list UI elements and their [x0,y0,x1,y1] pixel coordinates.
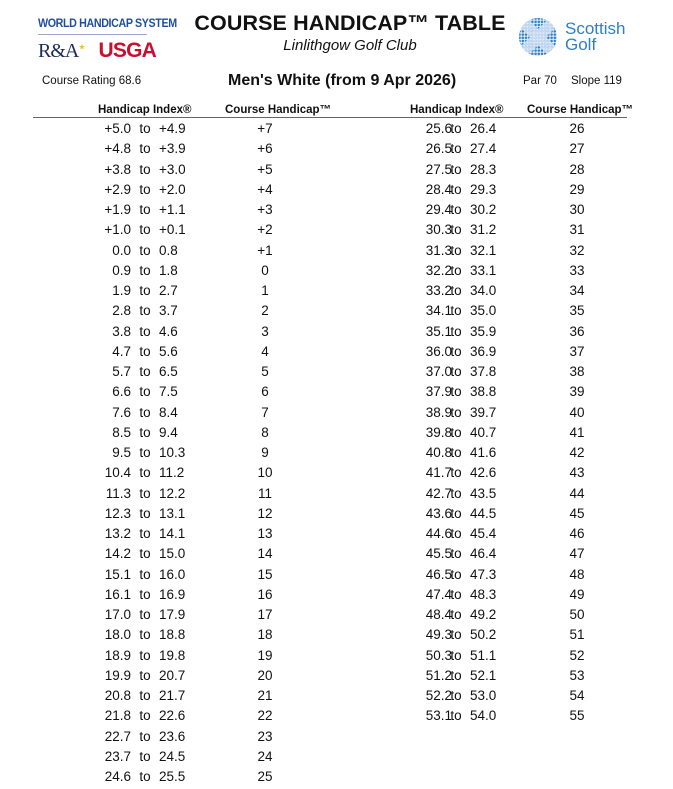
par: Par 70 [523,75,557,87]
course-handicap: 14 [257,546,273,562]
index-to: 7.5 [159,384,178,400]
index-from: +5.0 [104,121,131,136]
course-handicap: 23 [257,728,273,744]
index-from: 35.1 [425,323,452,339]
course-handicap: 26 [569,121,585,136]
index-from: 3.8 [112,323,131,339]
index-to: 40.7 [470,424,497,440]
course-handicap: 7 [261,404,269,420]
index-to: 19.8 [159,647,186,663]
index-to: 38.8 [470,384,497,400]
index-from: 52.2 [425,688,452,703]
index-to: 26.4 [470,121,497,136]
index-to: 29.3 [470,181,497,197]
index-from: +2.9 [104,181,131,197]
course-handicap: 51 [569,627,585,643]
index-from: 27.5 [425,161,452,177]
index-to: 51.1 [470,647,497,663]
course-handicap: 29 [569,181,585,197]
separator: to [139,323,151,339]
course-handicap: 20 [257,667,273,683]
course-handicap: 24 [257,748,273,764]
separator: to [450,242,462,258]
index-from: 49.3 [425,627,452,643]
whs-brands [38,39,156,63]
separator: to [139,202,151,217]
course-handicap: 39 [569,384,585,400]
course-handicap: 18 [257,627,273,643]
index-to: 39.7 [470,404,497,420]
index-to: 42.6 [470,465,497,481]
separator: to [450,303,462,319]
separator: to [450,202,462,217]
whs-logo-text: WORLD HANDICAP SYSTEM [38,18,177,30]
right-handicap-index-header: Handicap Index® [410,104,504,116]
world-handicap-system-logo [38,18,177,63]
index-from: +3.8 [104,161,131,177]
separator: to [139,384,151,400]
index-from: 44.6 [425,526,452,541]
course-handicap: 53 [569,667,585,683]
separator: to [139,303,151,319]
index-to: 18.8 [159,627,186,643]
index-from: 18.0 [104,627,131,643]
index-to: 45.4 [470,526,497,541]
ra-star-icon: ★ [78,42,85,52]
title-block [180,10,520,54]
index-from: 37.0 [425,364,452,379]
index-from: 7.6 [112,404,131,420]
index-from: 12.3 [104,505,131,521]
index-to: 32.1 [470,242,497,258]
course-handicap: 31 [569,222,585,238]
course-handicap: 10 [257,465,273,481]
right-course-handicap-header: Course Handicap™ [527,104,634,116]
index-from: 6.6 [112,384,131,400]
course-handicap: 47 [569,546,585,562]
separator: to [139,586,151,602]
index-to: 13.1 [159,505,186,521]
index-from: 51.2 [425,667,452,683]
separator: to [450,627,462,643]
index-from: 15.1 [104,566,131,582]
separator: to [450,647,462,663]
course-handicap: 43 [569,465,585,481]
slope: Slope 119 [571,75,622,87]
separator: to [450,343,462,359]
index-from: 50.3 [425,647,452,663]
course-handicap: 12 [257,505,273,521]
index-to: 49.2 [470,607,497,622]
index-from: 16.1 [104,586,131,602]
index-from: 17.0 [104,607,131,622]
index-from: 33.2 [425,283,452,298]
separator: to [450,222,462,238]
course-handicap: 40 [569,404,585,420]
course-handicap: 21 [257,688,273,703]
separator: to [450,445,462,460]
separator: to [139,283,151,298]
index-from: 11.3 [105,485,131,501]
separator: to [139,526,151,541]
index-to: 30.2 [470,202,497,217]
index-to: 3.7 [159,303,178,319]
course-handicap: +4 [257,181,273,197]
course-handicap: 34 [569,283,585,298]
separator: to [450,404,462,420]
course-handicap: +6 [257,141,273,157]
index-from: 46.5 [425,566,452,582]
separator: to [450,262,462,278]
separator: to [450,688,462,703]
index-from: 1.9 [112,283,131,298]
index-to: 48.3 [470,586,497,602]
index-to: 27.4 [470,141,497,157]
header-divider [33,117,627,118]
index-to: 37.8 [470,364,497,379]
index-to: 14.1 [159,526,186,541]
index-to: 5.6 [159,343,178,359]
separator: to [450,283,462,298]
scottish-golf-line1: Scottish [565,19,626,38]
separator: to [450,546,462,562]
index-to: 8.4 [159,404,178,420]
separator: to [139,647,151,663]
course-handicap: 8 [261,424,269,440]
index-from: 41.7 [425,465,452,481]
index-to: 2.7 [159,283,178,298]
left-handicap-index-header: Handicap Index® [98,104,192,116]
separator: to [450,708,462,724]
index-to: 17.9 [159,607,186,622]
separator: to [139,708,151,724]
index-from: 25.6 [425,121,452,136]
index-to: 4.6 [159,323,178,339]
index-to: 36.9 [470,343,497,359]
index-from: +1.9 [104,202,131,217]
index-to: 9.4 [159,424,178,440]
index-from: 45.5 [425,546,452,562]
ra-logo-text: R&A [38,40,79,62]
index-from: 0.0 [112,242,131,258]
index-from: 21.8 [104,708,131,724]
course-handicap: 4 [261,343,269,359]
separator: to [450,485,462,501]
index-to: 24.5 [159,748,186,764]
index-from: 34.1 [425,303,452,319]
index-from: 19.9 [104,667,131,683]
index-from: 0.9 [112,262,131,278]
course-handicap: 6 [261,384,269,400]
course-handicap: +1 [257,242,273,258]
index-from: +1.0 [104,222,131,238]
course-handicap: 2 [261,303,269,319]
scottish-golf-wordmark [565,21,625,53]
index-to: 41.6 [470,445,497,460]
separator: to [450,384,462,400]
index-to: 50.2 [470,627,497,643]
separator: to [139,404,151,420]
course-handicap: 30 [569,202,585,217]
course-handicap: 5 [261,364,269,379]
separator: to [450,465,462,481]
index-from: 18.9 [104,647,131,663]
index-to: 10.3 [159,445,186,460]
separator: to [450,161,462,177]
separator: to [450,121,462,136]
separator: to [450,566,462,582]
index-from: 31.3 [425,242,452,258]
index-to: 16.0 [159,566,186,582]
separator: to [139,181,151,197]
course-handicap: 15 [257,566,273,582]
index-to: +2.0 [159,181,186,197]
scottish-golf-ball-icon [518,17,558,57]
index-to: 35.0 [470,303,497,319]
course-handicap: 33 [569,262,585,278]
course-handicap: 3 [261,323,269,339]
course-handicap: 1 [261,283,269,298]
index-from: 30.3 [425,222,452,238]
course-handicap: 52 [569,647,585,663]
separator: to [139,667,151,683]
course-handicap: +2 [257,222,273,238]
course-handicap: 54 [569,688,585,703]
index-from: 32.2 [425,262,452,278]
index-from: 40.8 [425,445,452,460]
index-from: 38.9 [425,404,452,420]
index-to: 44.5 [470,505,497,521]
index-from: 39.8 [425,424,452,440]
separator: to [139,607,151,622]
index-from: 2.8 [112,303,131,319]
index-to: 28.3 [470,161,497,177]
course-handicap: 32 [569,242,585,258]
index-from: 53.1 [425,708,452,724]
index-to: 12.2 [159,485,186,501]
separator: to [139,688,151,703]
course-handicap: 13 [257,526,273,541]
ra-logo [38,40,85,63]
separator: to [450,323,462,339]
course-handicap: 17 [257,607,273,622]
page-title: COURSE HANDICAP™ TABLE [194,11,506,35]
course-handicap: +5 [257,161,273,177]
index-to: 23.6 [159,728,186,744]
index-to: 21.7 [159,688,186,703]
scottish-golf-logo [518,17,625,57]
course-handicap: 35 [569,303,585,319]
course-handicap: 27 [569,141,585,157]
index-from: 9.5 [112,445,131,460]
index-to: +0.1 [159,222,186,238]
index-to: 6.5 [159,364,178,379]
course-handicap: 19 [257,647,273,663]
usga-logo: USGA [98,39,156,62]
course-handicap: 44 [569,485,585,501]
course-handicap: 37 [569,343,585,359]
index-to: 0.8 [159,242,178,258]
index-to: 33.1 [470,262,497,278]
separator: to [450,586,462,602]
separator: to [450,181,462,197]
separator: to [139,546,151,562]
index-from: 23.7 [104,748,131,764]
index-to: +3.9 [159,141,186,157]
index-from: 29.4 [425,202,452,217]
index-from: 42.7 [425,485,452,501]
separator: to [450,141,462,157]
index-to: 11.2 [159,465,185,481]
separator: to [139,141,151,157]
index-to: 25.5 [159,769,186,784]
index-to: +1.1 [159,202,186,217]
index-to: 31.2 [470,222,497,238]
index-from: 5.7 [112,364,131,379]
index-to: 34.0 [470,283,497,298]
separator: to [450,505,462,521]
index-from: 13.2 [104,526,131,541]
separator: to [450,526,462,541]
separator: to [139,424,151,440]
course-handicap: 50 [569,607,585,622]
course-handicap: 55 [569,708,585,724]
separator: to [139,222,151,238]
index-to: 15.0 [159,546,186,562]
separator: to [139,343,151,359]
index-to: 54.0 [470,708,497,724]
index-from: 20.8 [104,688,131,703]
index-to: 16.9 [159,586,186,602]
separator: to [139,728,151,744]
separator: to [139,505,151,521]
separator: to [139,465,151,481]
course-handicap: 0 [261,262,269,278]
index-from: +4.8 [104,141,131,157]
separator: to [450,667,462,683]
course-handicap: 46 [569,526,585,541]
separator: to [450,364,462,379]
index-to: +3.0 [159,161,186,177]
scottish-golf-line2: Golf [565,35,597,54]
left-course-handicap-header: Course Handicap™ [225,104,332,116]
separator: to [139,566,151,582]
course-handicap: 11 [257,485,272,501]
index-to: 22.6 [159,708,186,724]
index-to: 43.5 [470,485,497,501]
separator: to [139,161,151,177]
index-from: 24.6 [104,769,131,784]
course-handicap: 22 [257,708,273,724]
index-from: 4.7 [112,343,131,359]
course-handicap: 36 [569,323,585,339]
index-from: 26.5 [425,141,452,157]
index-from: 47.4 [425,586,452,602]
course-handicap: 9 [261,445,269,460]
course-handicap: 48 [569,566,585,582]
club-name: Linlithgow Golf Club [283,37,417,54]
course-handicap: 41 [569,424,585,440]
index-to: +4.9 [159,121,186,136]
whs-logo-divider [38,34,147,35]
index-to: 35.9 [470,323,497,339]
index-to: 47.3 [470,566,497,582]
index-to: 46.4 [470,546,497,562]
course-handicap: 28 [569,161,585,177]
index-to: 53.0 [470,688,497,703]
separator: to [139,748,151,764]
separator: to [139,121,151,136]
course-handicap: 16 [257,586,273,602]
separator: to [139,445,151,460]
course-handicap: +7 [257,121,273,136]
index-to: 20.7 [159,667,186,683]
course-handicap: 25 [257,769,273,784]
index-to: 52.1 [470,667,497,683]
index-from: 14.2 [104,546,131,562]
index-from: 28.4 [425,181,452,197]
separator: to [450,607,462,622]
index-from: 37.9 [425,384,452,400]
course-handicap: +3 [257,202,273,217]
course-handicap: 49 [569,586,585,602]
course-handicap: 42 [569,445,585,460]
index-from: 8.5 [112,424,131,440]
separator: to [139,485,151,501]
course-handicap: 45 [569,505,585,521]
index-from: 43.6 [425,505,452,521]
course-rating: Course Rating 68.6 [42,75,142,87]
separator: to [139,262,151,278]
separator: to [139,627,151,643]
separator: to [139,364,151,379]
tee-title: Men's White (from 9 Apr 2026) [228,72,457,89]
index-from: 10.4 [104,465,131,481]
index-to: 1.8 [159,262,178,278]
index-from: 22.7 [104,728,131,744]
separator: to [139,242,151,258]
index-from: 36.0 [425,343,452,359]
separator: to [139,769,151,784]
course-handicap: 38 [569,364,585,379]
separator: to [450,424,462,440]
index-from: 48.4 [425,607,452,622]
